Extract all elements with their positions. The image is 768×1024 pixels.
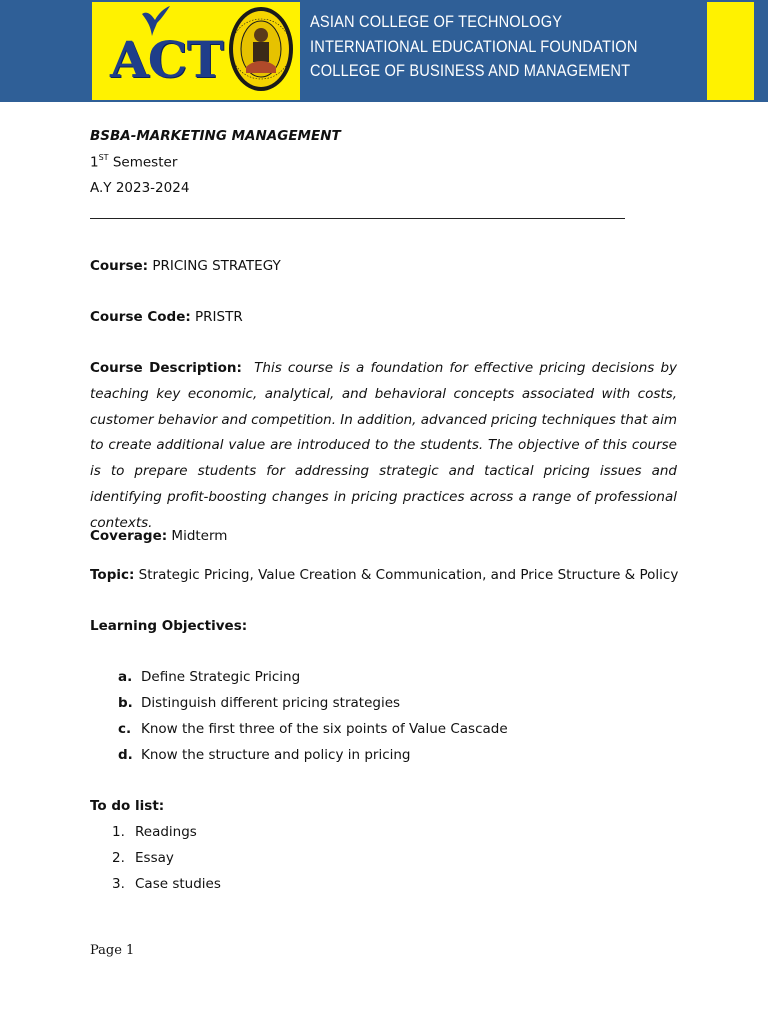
todo-item: 1. Readings bbox=[112, 824, 197, 840]
academic-year: A.Y 2023-2024 bbox=[90, 180, 190, 196]
program-title: BSBA-MARKETING MANAGEMENT bbox=[90, 128, 341, 144]
objective-item: c. Know the first three of the six points of Value Cascade bbox=[118, 721, 508, 737]
act-logo: ACT bbox=[110, 30, 223, 89]
objective-item: d. Know the structure and policy in pricing bbox=[118, 747, 411, 763]
objective-item: b. Distinguish different pricing strategies bbox=[118, 695, 401, 711]
topic: Topic: Strategic Pricing, Value Creation & Communication, and Price Structure & Policy bbox=[90, 567, 679, 583]
semester: 1ST Semester bbox=[90, 153, 178, 171]
college-seal-icon bbox=[228, 5, 294, 97]
todo-item: 3. Case studies bbox=[112, 876, 221, 892]
course-description bbox=[90, 356, 677, 537]
header-line: INTERNATIONAL EDUCATIONAL FOUNDATION bbox=[310, 36, 638, 56]
learning-objectives-heading: Learning Objectives: bbox=[90, 618, 248, 634]
divider bbox=[90, 218, 625, 219]
banner-accent bbox=[707, 2, 754, 100]
header-line: ASIAN COLLEGE OF TECHNOLOGY bbox=[310, 12, 563, 31]
todo-heading: To do list: bbox=[90, 798, 165, 814]
college-name-block bbox=[310, 10, 645, 84]
todo-item: 2. Essay bbox=[112, 850, 174, 866]
page-number: Page 1 bbox=[90, 943, 135, 958]
course-name: Course: PRICING STRATEGY bbox=[90, 258, 281, 274]
course-code: Course Code: PRISTR bbox=[90, 309, 243, 325]
coverage: Coverage: Midterm bbox=[90, 528, 228, 544]
objective-item: a. Define Strategic Pricing bbox=[118, 669, 301, 685]
course-description-text: This course is a foundation for effective pricing decisions by teaching key economic, analytical, and behavioral concepts associated with costs, customer behavior and competition. In addition, advanced pricing techniques that aim to create additional value are introduced to the students. The objective of this course is to prepare students for addressing strategic and tactical pricing issues and identifying profit-boosting changes in pricing practices across a range of professional contexts. bbox=[90, 360, 678, 531]
course-description-label: Course Description: bbox=[90, 360, 242, 376]
header-banner bbox=[0, 0, 768, 102]
header-line: COLLEGE OF BUSINESS AND MANAGEMENT bbox=[310, 61, 631, 80]
